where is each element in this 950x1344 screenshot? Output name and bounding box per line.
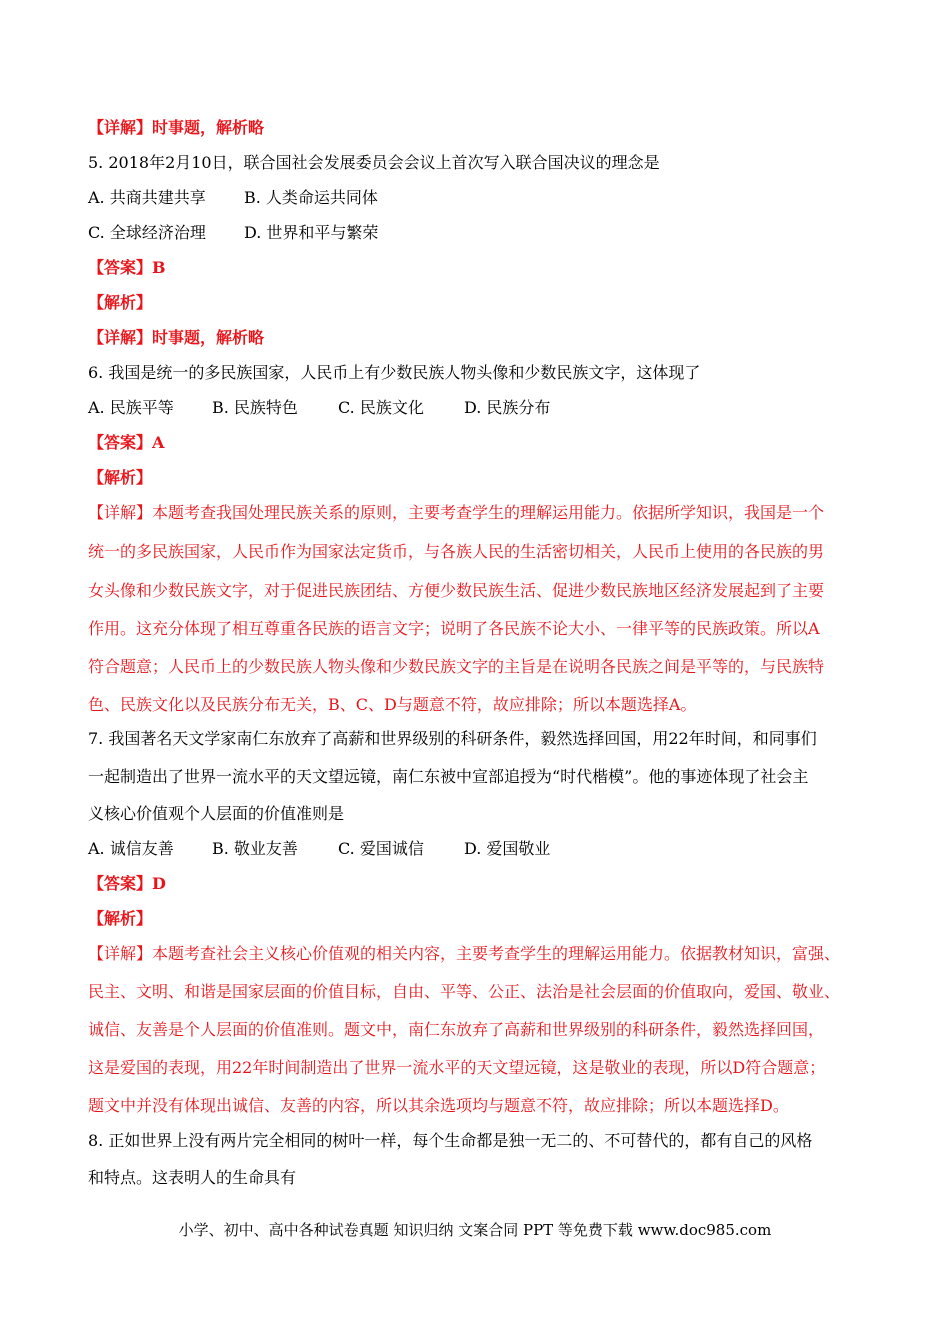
question-7-stem: 一起制造出了世界一流水平的天文望远镜，南仁东被中宣部追授为“时代楷模”。他的事迹体现了社会主 xyxy=(88,767,809,786)
option-d: D. 世界和平与繁荣 xyxy=(244,223,379,242)
detail-paragraph-line: 女头像和少数民族文字，对于促进民族团结、方便少数民族生活、促进少数民族地区经济发展起到了主要 xyxy=(88,581,825,600)
option-a: A. 民族平等 xyxy=(88,398,174,417)
detail-line: 【详解】时事题，解析略 xyxy=(88,118,265,137)
detail-paragraph-line: 这是爱国的表现，用22年时间制造出了世界一流水平的天文望远镜，这是敬业的表现，所以D符合题意； xyxy=(88,1058,826,1077)
analysis-heading: 【解析】 xyxy=(88,468,153,487)
option-d: D. 民族分布 xyxy=(464,398,551,417)
question-7-stem: 7. 我国著名天文学家南仁东放弃了高薪和世界级别的科研条件，毅然选择回国，用22年时间，和同事们 xyxy=(88,729,817,748)
option-a: A. 诚信友善 xyxy=(88,839,174,858)
detail-line: 【详解】时事题，解析略 xyxy=(88,328,265,347)
question-8-stem: 和特点。这表明人的生命具有 xyxy=(88,1168,297,1187)
detail-paragraph-line: 民主、文明、和谐是国家层面的价值目标，自由、平等、公正、法治是社会层面的价值取向，爱国、敬业、 xyxy=(88,982,841,1001)
question-5-options-row-2 xyxy=(88,222,888,244)
detail-paragraph-line: 【详解】本题考查我国处理民族关系的原则，主要考查学生的理解运用能力。依据所学知识，我国是一个 xyxy=(88,503,825,522)
analysis-heading: 【解析】 xyxy=(88,293,153,312)
detail-paragraph-line: 作用。这充分体现了相互尊重各民族的语言文字；说明了各民族不论大小、一律平等的民族政策。所以A xyxy=(88,619,820,638)
question-7-stem: 义核心价值观个人层面的价值准则是 xyxy=(88,804,345,823)
option-b: B. 敬业友善 xyxy=(212,839,298,858)
option-b: B. 人类命运共同体 xyxy=(244,188,378,207)
option-a: A. 共商共建共享 xyxy=(88,188,206,207)
question-5-options-row-1 xyxy=(88,187,888,209)
detail-paragraph-line: 诚信、友善是个人层面的价值准则。题文中，南仁东放弃了高薪和世界级别的科研条件，毅然选择回国， xyxy=(88,1020,825,1039)
answer-line: 【答案】B xyxy=(88,258,166,277)
option-d: D. 爱国敬业 xyxy=(464,839,551,858)
detail-paragraph-line: 统一的多民族国家，人民币作为国家法定货币，与各族人民的生活密切相关，人民币上使用的各民族的男 xyxy=(88,542,825,561)
detail-paragraph-line: 色、民族文化以及民族分布无关，B、C、D与题意不符，故应排除；所以本题选择A。 xyxy=(88,695,697,714)
detail-paragraph-line: 题文中并没有体现出诚信、友善的内容，所以其余选项均与题意不符，故应排除；所以本题选择D。 xyxy=(88,1096,789,1115)
question-5-stem: 5. 2018年2月10日，联合国社会发展委员会会议上首次写入联合国决议的理念是 xyxy=(88,153,660,172)
option-c: C. 全球经济治理 xyxy=(88,223,206,242)
answer-line: 【答案】A xyxy=(88,433,165,452)
detail-paragraph-line: 【详解】本题考查社会主义核心价值观的相关内容，主要考查学生的理解运用能力。依据教材知识，富强、 xyxy=(88,944,841,963)
question-6-stem: 6. 我国是统一的多民族国家，人民币上有少数民族人物头像和少数民族文字，这体现了 xyxy=(88,363,701,382)
question-8-stem: 8. 正如世界上没有两片完全相同的树叶一样，每个生命都是独一无二的、不可替代的，都有自己的风格 xyxy=(88,1131,813,1150)
option-b: B. 民族特色 xyxy=(212,398,298,417)
question-6-options xyxy=(88,397,888,419)
answer-line: 【答案】D xyxy=(88,874,166,893)
analysis-heading: 【解析】 xyxy=(88,909,153,928)
option-c: C. 民族文化 xyxy=(338,398,424,417)
question-7-options xyxy=(88,838,888,860)
page-footer: 小学、初中、高中各种试卷真题 知识归纳 文案合同 PPT 等免费下载 www.doc985.com xyxy=(178,1221,772,1239)
option-c: C. 爱国诚信 xyxy=(338,839,424,858)
detail-paragraph-line: 符合题意；人民币上的少数民族人物头像和少数民族文字的主旨是在说明各民族之间是平等的，与民族特 xyxy=(88,657,825,676)
